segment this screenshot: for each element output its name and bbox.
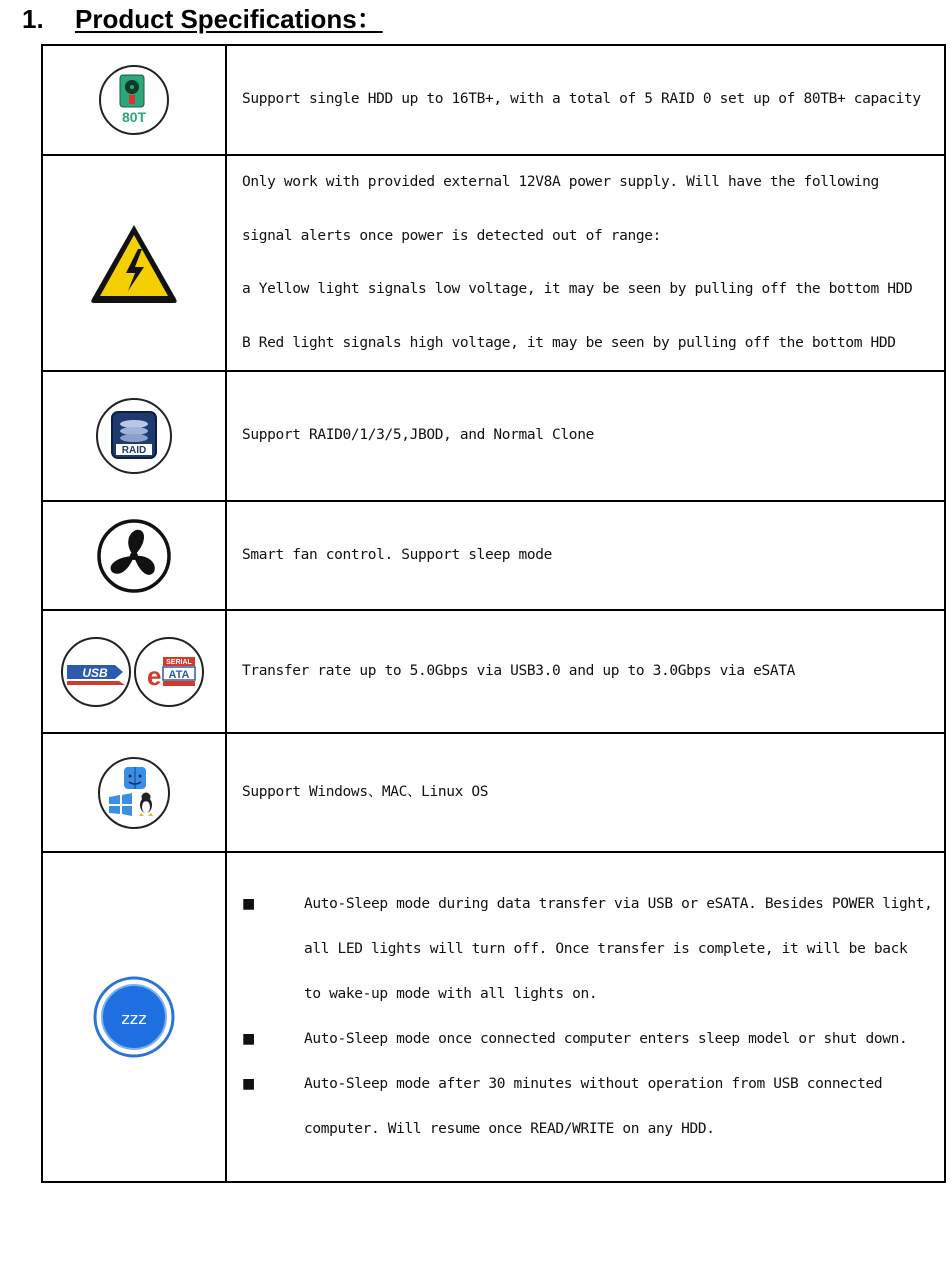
spec-icon-cell	[42, 45, 226, 155]
spec-text-cell	[226, 45, 945, 155]
os-support-icon	[96, 755, 172, 831]
spec-table	[41, 44, 946, 1183]
bullet-item	[242, 1017, 944, 1062]
spec-text: a Yellow light signals low voltage, it may be seen by pulling off the bottom HDD	[242, 281, 913, 297]
spec-row-fan	[42, 501, 945, 610]
bullet-text: Auto-Sleep mode during data transfer via USB or eSATA. Besides POWER light,	[304, 896, 933, 912]
raid-label: RAID	[121, 445, 147, 456]
spec-icon-cell	[42, 852, 226, 1182]
spec-text: B Red light signals high voltage, it may be seen by pulling off the bottom HDD	[242, 334, 896, 351]
spec-text: Only work with provided external 12V8A power supply. Will have the following	[242, 174, 879, 190]
sleep-mode-icon	[92, 975, 176, 1059]
spec-text: Transfer rate up to 5.0Gbps via USB3.0 and up to 3.0Gbps via eSATA	[242, 662, 796, 679]
sleep-icon-label: zzz	[121, 1009, 147, 1028]
spec-row-transfer	[42, 610, 945, 733]
bullet-continuation	[242, 972, 944, 1017]
spec-icon-cell	[42, 155, 226, 371]
spec-text-cell	[226, 155, 945, 371]
spec-text-cell	[226, 852, 945, 1182]
spec-text: signal alerts once power is detected out of range:	[242, 227, 661, 244]
spec-text: Support Windows、MAC、Linux OS	[242, 783, 489, 800]
spec-row-os	[42, 733, 945, 852]
usb-esata-icon	[59, 635, 209, 709]
bullet-text: to wake-up mode with all lights on.	[304, 986, 598, 1002]
section-title: Product Specifications：	[75, 4, 383, 34]
bullet-square-icon: ■	[242, 1031, 255, 1047]
spec-icon-cell	[42, 501, 226, 610]
section-number: 1.	[22, 4, 44, 34]
spec-text: Support single HDD up to 16TB+, with a total of 5 RAID 0 set up of 80TB+ capacity	[242, 91, 921, 108]
bullet-item	[242, 882, 944, 927]
spec-row-sleep	[42, 852, 945, 1182]
bullet-square-icon: ■	[242, 896, 255, 912]
high-voltage-warning-icon	[88, 221, 180, 305]
bullet-square-icon: ■	[242, 1076, 255, 1092]
spec-text-cell	[226, 501, 945, 610]
bullet-continuation	[242, 1107, 944, 1152]
bullet-text: Auto-Sleep mode after 30 minutes without operation from USB connected	[304, 1076, 883, 1092]
spec-row-raid	[42, 371, 945, 501]
usb-label: USB	[82, 665, 108, 680]
spec-text-cell	[226, 733, 945, 852]
spec-text: Smart fan control. Support sleep mode	[242, 546, 553, 563]
serial-label: SERIAL	[166, 658, 192, 666]
spec-text-cell	[226, 610, 945, 733]
spec-text-cell	[226, 371, 945, 501]
spec-icon-cell	[42, 371, 226, 501]
spec-icon-cell	[42, 610, 226, 733]
fan-icon	[96, 518, 172, 594]
bullet-text: Auto-Sleep mode once connected computer enters sleep model or shut down.	[304, 1031, 908, 1047]
spec-row-capacity	[42, 45, 945, 155]
svg-text:e: e	[147, 660, 162, 691]
bullet-continuation	[242, 927, 944, 972]
spec-text: Support RAID0/1/3/5,JBOD, and Normal Clone	[242, 427, 594, 444]
section-heading	[22, 2, 383, 36]
hdd-80t-icon	[98, 64, 170, 136]
spec-row-power	[42, 155, 945, 371]
hdd-capacity-label: 80T	[121, 109, 147, 125]
ata-label: ATA	[168, 668, 190, 681]
bullet-text: all LED lights will turn off. Once transfer is complete, it will be back	[304, 941, 908, 957]
bullet-item	[242, 1062, 944, 1107]
raid-icon	[95, 397, 173, 475]
bullet-text: computer. Will resume once READ/WRITE on any HDD.	[304, 1121, 715, 1137]
spec-icon-cell	[42, 733, 226, 852]
